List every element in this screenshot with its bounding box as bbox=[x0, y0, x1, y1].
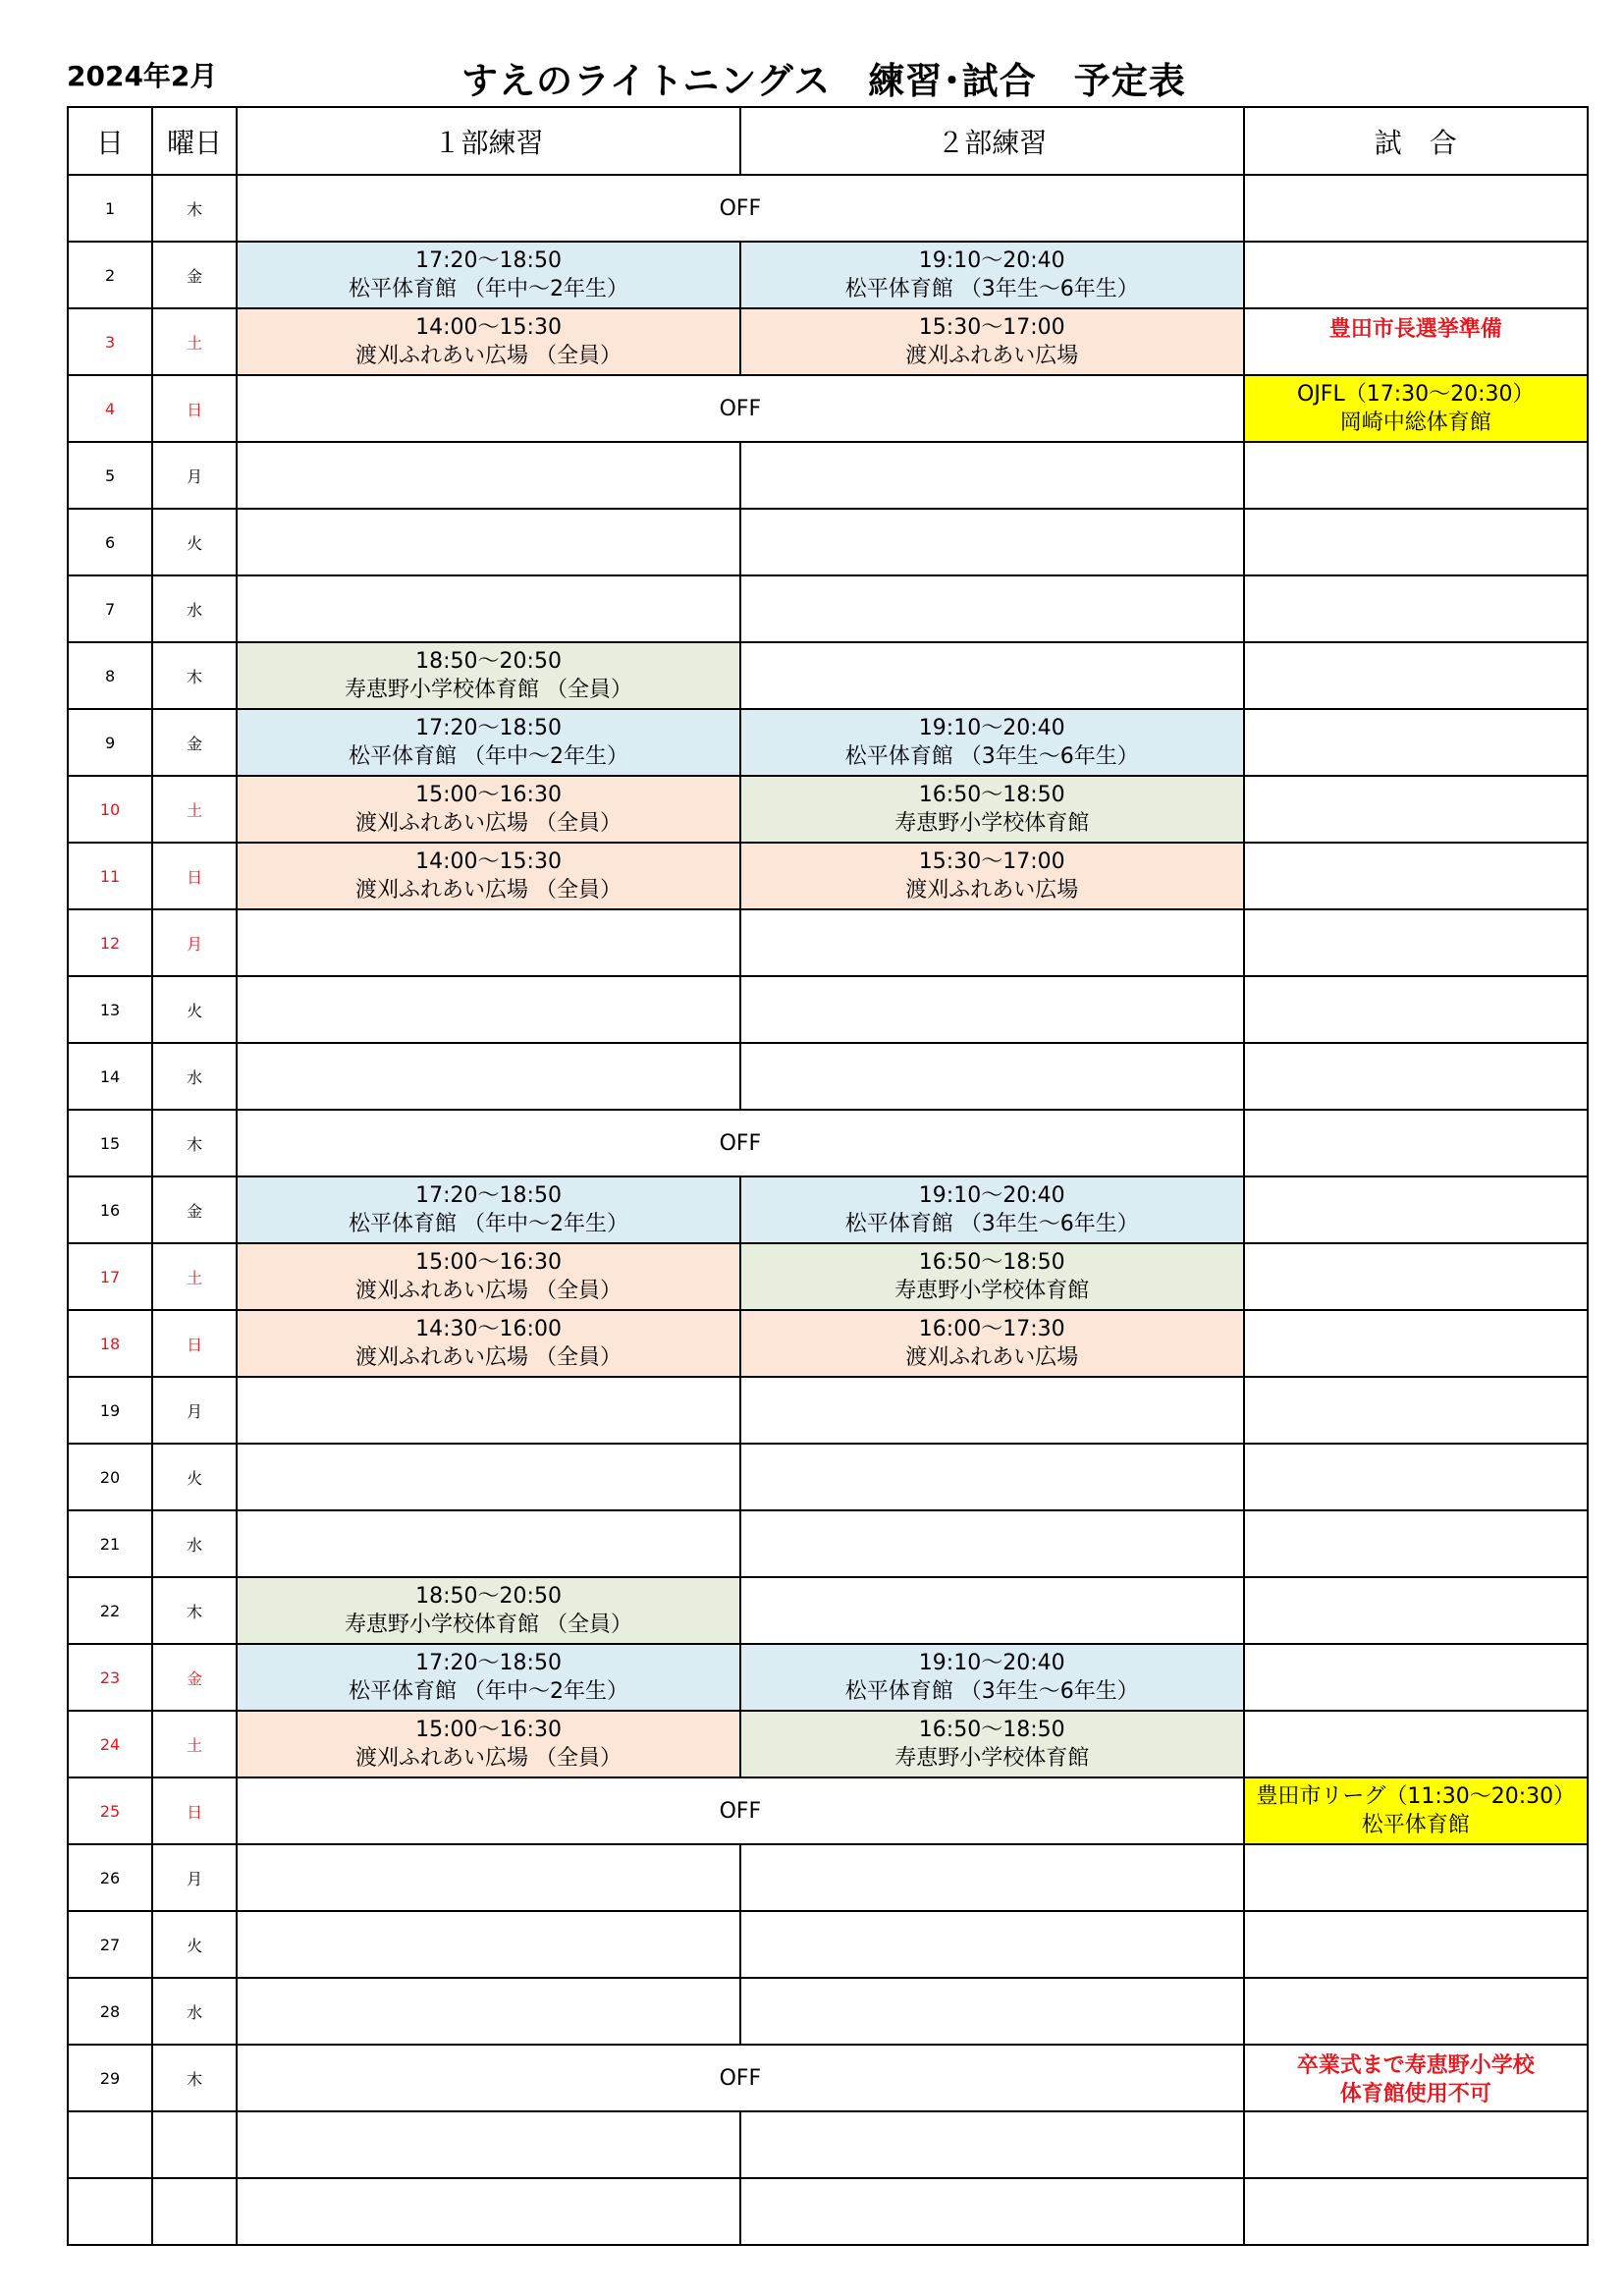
p2-time: 19:10〜20:40 bbox=[918, 1651, 1065, 1675]
game-cell bbox=[1244, 1644, 1588, 1711]
p2-cell bbox=[740, 1243, 1244, 1310]
weekday-cell: 木 bbox=[152, 2045, 237, 2111]
table-row bbox=[68, 575, 1588, 642]
table-row bbox=[68, 1978, 1588, 2045]
p1-cell bbox=[237, 1176, 740, 1243]
p1-time: 14:00〜15:30 bbox=[415, 849, 562, 874]
header-row bbox=[68, 107, 1588, 175]
p1-time: 17:20〜18:50 bbox=[415, 716, 562, 740]
day-cell: 5 bbox=[68, 442, 152, 509]
game-cell bbox=[1244, 442, 1588, 509]
p2-cell bbox=[740, 1444, 1244, 1510]
weekday-cell: 金 bbox=[152, 709, 237, 776]
p1-cell bbox=[237, 1577, 740, 1644]
day-cell: 17 bbox=[68, 1243, 152, 1310]
weekday-cell: 土 bbox=[152, 776, 237, 843]
table-row bbox=[68, 1644, 1588, 1711]
weekday-cell: 土 bbox=[152, 1243, 237, 1310]
table-row bbox=[68, 375, 1588, 442]
p1-place: 松平体育館 （年中〜2年生） bbox=[349, 1679, 629, 1704]
p1-place: 寿恵野小学校体育館 （全員） bbox=[345, 1613, 633, 1637]
p2-cell bbox=[740, 976, 1244, 1043]
table-row bbox=[68, 1777, 1588, 1844]
header-part1: １部練習 bbox=[237, 107, 740, 175]
game-cell bbox=[1244, 1911, 1588, 1978]
page-title: すえのライトニングス 練習･試合 予定表 bbox=[461, 60, 1186, 102]
p1-place: 松平体育館 （年中〜2年生） bbox=[349, 277, 629, 301]
weekday-cell: 金 bbox=[152, 1176, 237, 1243]
weekday-cell: 火 bbox=[152, 509, 237, 575]
weekday-cell: 日 bbox=[152, 1777, 237, 1844]
table-row bbox=[68, 242, 1588, 308]
table-row bbox=[68, 1243, 1588, 1310]
day-cell: 20 bbox=[68, 1444, 152, 1510]
p2-cell bbox=[740, 1711, 1244, 1777]
p2-time: 15:30〜17:00 bbox=[918, 315, 1065, 340]
day-cell: 22 bbox=[68, 1577, 152, 1644]
p2-time: 19:10〜20:40 bbox=[918, 716, 1065, 740]
p1-cell bbox=[237, 2111, 740, 2178]
p2-cell bbox=[740, 308, 1244, 375]
p1-cell bbox=[237, 242, 740, 308]
table-row bbox=[68, 642, 1588, 709]
p1-time: 18:50〜20:50 bbox=[415, 649, 562, 674]
game-cell bbox=[1244, 843, 1588, 909]
day-cell: 16 bbox=[68, 1176, 152, 1243]
p2-time: 16:50〜18:50 bbox=[918, 783, 1065, 807]
game-cell bbox=[1244, 2111, 1588, 2178]
game-line: 松平体育館 bbox=[1361, 1813, 1470, 1837]
p1-cell bbox=[237, 1444, 740, 1510]
p1-cell bbox=[237, 642, 740, 709]
p1-cell bbox=[237, 1911, 740, 1978]
p1-place: 渡刈ふれあい広場 （全員） bbox=[355, 344, 623, 368]
game-cell bbox=[1244, 1777, 1588, 1844]
p1-cell bbox=[237, 1711, 740, 1777]
p2-place: 松平体育館 （3年生〜6年生） bbox=[844, 1212, 1139, 1236]
p1-place: 松平体育館 （年中〜2年生） bbox=[349, 744, 629, 769]
table-row bbox=[68, 2178, 1588, 2245]
header-weekday: 曜日 bbox=[152, 107, 237, 175]
off-cell: OFF bbox=[237, 175, 1243, 242]
game-cell bbox=[1244, 1310, 1588, 1377]
day-cell: 28 bbox=[68, 1978, 152, 2045]
weekday-cell: 木 bbox=[152, 642, 237, 709]
weekday-cell: 金 bbox=[152, 1644, 237, 1711]
p1-cell bbox=[237, 1043, 740, 1110]
p2-time: 15:30〜17:00 bbox=[918, 849, 1065, 874]
weekday-cell: 木 bbox=[152, 1110, 237, 1176]
game-cell bbox=[1244, 1510, 1588, 1577]
p2-place: 渡刈ふれあい広場 bbox=[905, 1345, 1079, 1370]
p2-cell bbox=[740, 642, 1244, 709]
p1-time: 14:30〜16:00 bbox=[415, 1317, 562, 1341]
weekday-cell: 水 bbox=[152, 1978, 237, 2045]
game-cell bbox=[1244, 175, 1588, 242]
day-cell: 23 bbox=[68, 1644, 152, 1711]
p1-time: 14:00〜15:30 bbox=[415, 315, 562, 340]
p1-cell bbox=[237, 976, 740, 1043]
p2-cell bbox=[740, 1377, 1244, 1444]
day-cell: 11 bbox=[68, 843, 152, 909]
p2-cell bbox=[740, 442, 1244, 509]
p2-cell bbox=[740, 709, 1244, 776]
game-cell bbox=[1244, 909, 1588, 976]
game-cell bbox=[1244, 1176, 1588, 1243]
p2-time: 19:10〜20:40 bbox=[918, 248, 1065, 273]
weekday-cell: 水 bbox=[152, 1043, 237, 1110]
day-cell: 15 bbox=[68, 1110, 152, 1176]
p2-time: 16:50〜18:50 bbox=[918, 1250, 1065, 1275]
p1-cell bbox=[237, 1377, 740, 1444]
p2-cell bbox=[740, 909, 1244, 976]
day-cell: 12 bbox=[68, 909, 152, 976]
p2-cell bbox=[740, 2111, 1244, 2178]
weekday-cell: 水 bbox=[152, 1510, 237, 1577]
game-cell bbox=[1244, 2045, 1588, 2111]
day-cell: 6 bbox=[68, 509, 152, 575]
weekday-cell: 月 bbox=[152, 442, 237, 509]
game-cell bbox=[1244, 1711, 1588, 1777]
p1-place: 寿恵野小学校体育館 （全員） bbox=[345, 678, 633, 702]
game-line: 卒業式まで寿恵野小学校 bbox=[1296, 2053, 1535, 2078]
game-cell bbox=[1244, 976, 1588, 1043]
game-cell bbox=[1244, 575, 1588, 642]
day-cell: 9 bbox=[68, 709, 152, 776]
off-cell: OFF bbox=[237, 1777, 1243, 1844]
game-line: OJFL（17:30〜20:30） bbox=[1297, 382, 1535, 407]
table-row bbox=[68, 2045, 1588, 2111]
game-cell bbox=[1244, 1243, 1588, 1310]
weekday-cell: 日 bbox=[152, 375, 237, 442]
p2-place: 寿恵野小学校体育館 bbox=[894, 811, 1090, 836]
p2-cell bbox=[740, 1176, 1244, 1243]
p2-cell bbox=[740, 1510, 1244, 1577]
game-cell bbox=[1244, 1844, 1588, 1911]
weekday-cell: 水 bbox=[152, 575, 237, 642]
header-game: 試 合 bbox=[1244, 107, 1588, 175]
month-label: 2024年2月 bbox=[67, 60, 218, 92]
day-cell: 27 bbox=[68, 1911, 152, 1978]
p1-cell bbox=[237, 709, 740, 776]
table-row bbox=[68, 442, 1588, 509]
day-cell: 21 bbox=[68, 1510, 152, 1577]
p1-time: 15:00〜16:30 bbox=[415, 1250, 562, 1275]
p1-cell bbox=[237, 575, 740, 642]
day-cell: 3 bbox=[68, 308, 152, 375]
game-cell bbox=[1244, 1978, 1588, 2045]
game-cell bbox=[1244, 1577, 1588, 1644]
game-cell bbox=[1244, 642, 1588, 709]
p1-cell bbox=[237, 1644, 740, 1711]
p2-place: 松平体育館 （3年生〜6年生） bbox=[844, 277, 1139, 301]
table-row bbox=[68, 709, 1588, 776]
p2-cell bbox=[740, 1577, 1244, 1644]
day-cell bbox=[68, 2111, 152, 2178]
p2-place: 松平体育館 （3年生〜6年生） bbox=[844, 1679, 1139, 1704]
p2-place: 寿恵野小学校体育館 bbox=[894, 1279, 1090, 1303]
p1-time: 17:20〜18:50 bbox=[415, 248, 562, 273]
game-cell bbox=[1244, 375, 1588, 442]
table-row bbox=[68, 175, 1588, 242]
p1-time: 15:00〜16:30 bbox=[415, 1718, 562, 1742]
p1-time: 18:50〜20:50 bbox=[415, 1584, 562, 1609]
weekday-cell: 木 bbox=[152, 1577, 237, 1644]
p2-place: 渡刈ふれあい広場 bbox=[905, 344, 1079, 368]
p1-place: 渡刈ふれあい広場 （全員） bbox=[355, 1279, 623, 1303]
weekday-cell: 火 bbox=[152, 1444, 237, 1510]
day-cell: 1 bbox=[68, 175, 152, 242]
p2-cell bbox=[740, 509, 1244, 575]
p2-cell bbox=[740, 575, 1244, 642]
day-cell: 14 bbox=[68, 1043, 152, 1110]
day-cell: 13 bbox=[68, 976, 152, 1043]
p2-time: 16:00〜17:30 bbox=[918, 1317, 1065, 1341]
p2-cell bbox=[740, 843, 1244, 909]
p2-cell bbox=[740, 1978, 1244, 2045]
day-cell: 4 bbox=[68, 375, 152, 442]
p1-cell bbox=[237, 776, 740, 843]
game-cell bbox=[1244, 242, 1588, 308]
game-line: 豊田市リーグ（11:30〜20:30） bbox=[1256, 1784, 1576, 1809]
game-line: 豊田市長選挙準備 bbox=[1328, 317, 1502, 342]
table-row bbox=[68, 2111, 1588, 2178]
weekday-cell: 土 bbox=[152, 308, 237, 375]
game-cell bbox=[1244, 509, 1588, 575]
weekday-cell: 月 bbox=[152, 1377, 237, 1444]
day-cell: 26 bbox=[68, 1844, 152, 1911]
weekday-cell: 金 bbox=[152, 242, 237, 308]
table-row bbox=[68, 1510, 1588, 1577]
p1-place: 渡刈ふれあい広場 （全員） bbox=[355, 1345, 623, 1370]
p1-time: 17:20〜18:50 bbox=[415, 1183, 562, 1208]
p1-place: 渡刈ふれあい広場 （全員） bbox=[355, 878, 623, 902]
p1-cell bbox=[237, 509, 740, 575]
weekday-cell: 火 bbox=[152, 976, 237, 1043]
p1-cell bbox=[237, 1310, 740, 1377]
weekday-cell: 火 bbox=[152, 1911, 237, 1978]
off-cell: OFF bbox=[237, 375, 1243, 442]
day-cell: 8 bbox=[68, 642, 152, 709]
table-row bbox=[68, 1176, 1588, 1243]
p2-cell bbox=[740, 242, 1244, 308]
weekday-cell bbox=[152, 2178, 237, 2245]
p2-cell bbox=[740, 2178, 1244, 2245]
table-row bbox=[68, 1043, 1588, 1110]
weekday-cell: 日 bbox=[152, 1310, 237, 1377]
game-cell bbox=[1244, 1444, 1588, 1510]
game-line: 岡崎中総体育館 bbox=[1339, 410, 1491, 435]
table-row bbox=[68, 1844, 1588, 1911]
p2-cell bbox=[740, 1043, 1244, 1110]
header-day: 日 bbox=[68, 107, 152, 175]
p1-cell bbox=[237, 1510, 740, 1577]
weekday-cell: 日 bbox=[152, 843, 237, 909]
p1-cell bbox=[237, 308, 740, 375]
day-cell: 25 bbox=[68, 1777, 152, 1844]
table-row bbox=[68, 1110, 1588, 1176]
p2-place: 松平体育館 （3年生〜6年生） bbox=[844, 744, 1139, 769]
p1-cell bbox=[237, 1978, 740, 2045]
game-cell bbox=[1244, 308, 1588, 375]
schedule-table bbox=[67, 106, 1589, 2246]
weekday-cell: 土 bbox=[152, 1711, 237, 1777]
day-cell: 7 bbox=[68, 575, 152, 642]
table-row bbox=[68, 909, 1588, 976]
p1-place: 渡刈ふれあい広場 （全員） bbox=[355, 811, 623, 836]
p1-place: 松平体育館 （年中〜2年生） bbox=[349, 1212, 629, 1236]
off-cell: OFF bbox=[237, 2045, 1243, 2111]
p1-cell bbox=[237, 1844, 740, 1911]
weekday-cell: 月 bbox=[152, 909, 237, 976]
game-cell bbox=[1244, 1377, 1588, 1444]
day-cell: 24 bbox=[68, 1711, 152, 1777]
off-cell: OFF bbox=[237, 1110, 1243, 1176]
day-cell: 2 bbox=[68, 242, 152, 308]
table-row bbox=[68, 1577, 1588, 1644]
p1-cell bbox=[237, 442, 740, 509]
p2-cell bbox=[740, 1844, 1244, 1911]
header-part2: ２部練習 bbox=[740, 107, 1244, 175]
day-cell: 18 bbox=[68, 1310, 152, 1377]
game-cell bbox=[1244, 709, 1588, 776]
p2-cell bbox=[740, 776, 1244, 843]
p1-cell bbox=[237, 1243, 740, 1310]
p1-cell bbox=[237, 843, 740, 909]
table-row bbox=[68, 1377, 1588, 1444]
table-row bbox=[68, 509, 1588, 575]
p1-place: 渡刈ふれあい広場 （全員） bbox=[355, 1746, 623, 1771]
p2-cell bbox=[740, 1911, 1244, 1978]
game-cell bbox=[1244, 1043, 1588, 1110]
table-row bbox=[68, 1911, 1588, 1978]
day-cell: 10 bbox=[68, 776, 152, 843]
p1-time: 17:20〜18:50 bbox=[415, 1651, 562, 1675]
table-row bbox=[68, 776, 1588, 843]
weekday-cell: 木 bbox=[152, 175, 237, 242]
p2-time: 19:10〜20:40 bbox=[918, 1183, 1065, 1208]
p2-cell bbox=[740, 1310, 1244, 1377]
game-cell bbox=[1244, 776, 1588, 843]
day-cell: 19 bbox=[68, 1377, 152, 1444]
p2-place: 渡刈ふれあい広場 bbox=[905, 878, 1079, 902]
game-line: 体育館使用不可 bbox=[1339, 2082, 1491, 2106]
weekday-cell: 月 bbox=[152, 1844, 237, 1911]
table-row bbox=[68, 1310, 1588, 1377]
day-cell bbox=[68, 2178, 152, 2245]
p1-cell bbox=[237, 2178, 740, 2245]
p1-cell bbox=[237, 909, 740, 976]
table-row bbox=[68, 976, 1588, 1043]
weekday-cell bbox=[152, 2111, 237, 2178]
table-row bbox=[68, 1711, 1588, 1777]
table-row bbox=[68, 843, 1588, 909]
p2-cell bbox=[740, 1644, 1244, 1711]
game-cell bbox=[1244, 2178, 1588, 2245]
day-cell: 29 bbox=[68, 2045, 152, 2111]
p1-time: 15:00〜16:30 bbox=[415, 783, 562, 807]
p2-time: 16:50〜18:50 bbox=[918, 1718, 1065, 1742]
table-row bbox=[68, 1444, 1588, 1510]
table-row bbox=[68, 308, 1588, 375]
p2-place: 寿恵野小学校体育館 bbox=[894, 1746, 1090, 1771]
game-cell bbox=[1244, 1110, 1588, 1176]
